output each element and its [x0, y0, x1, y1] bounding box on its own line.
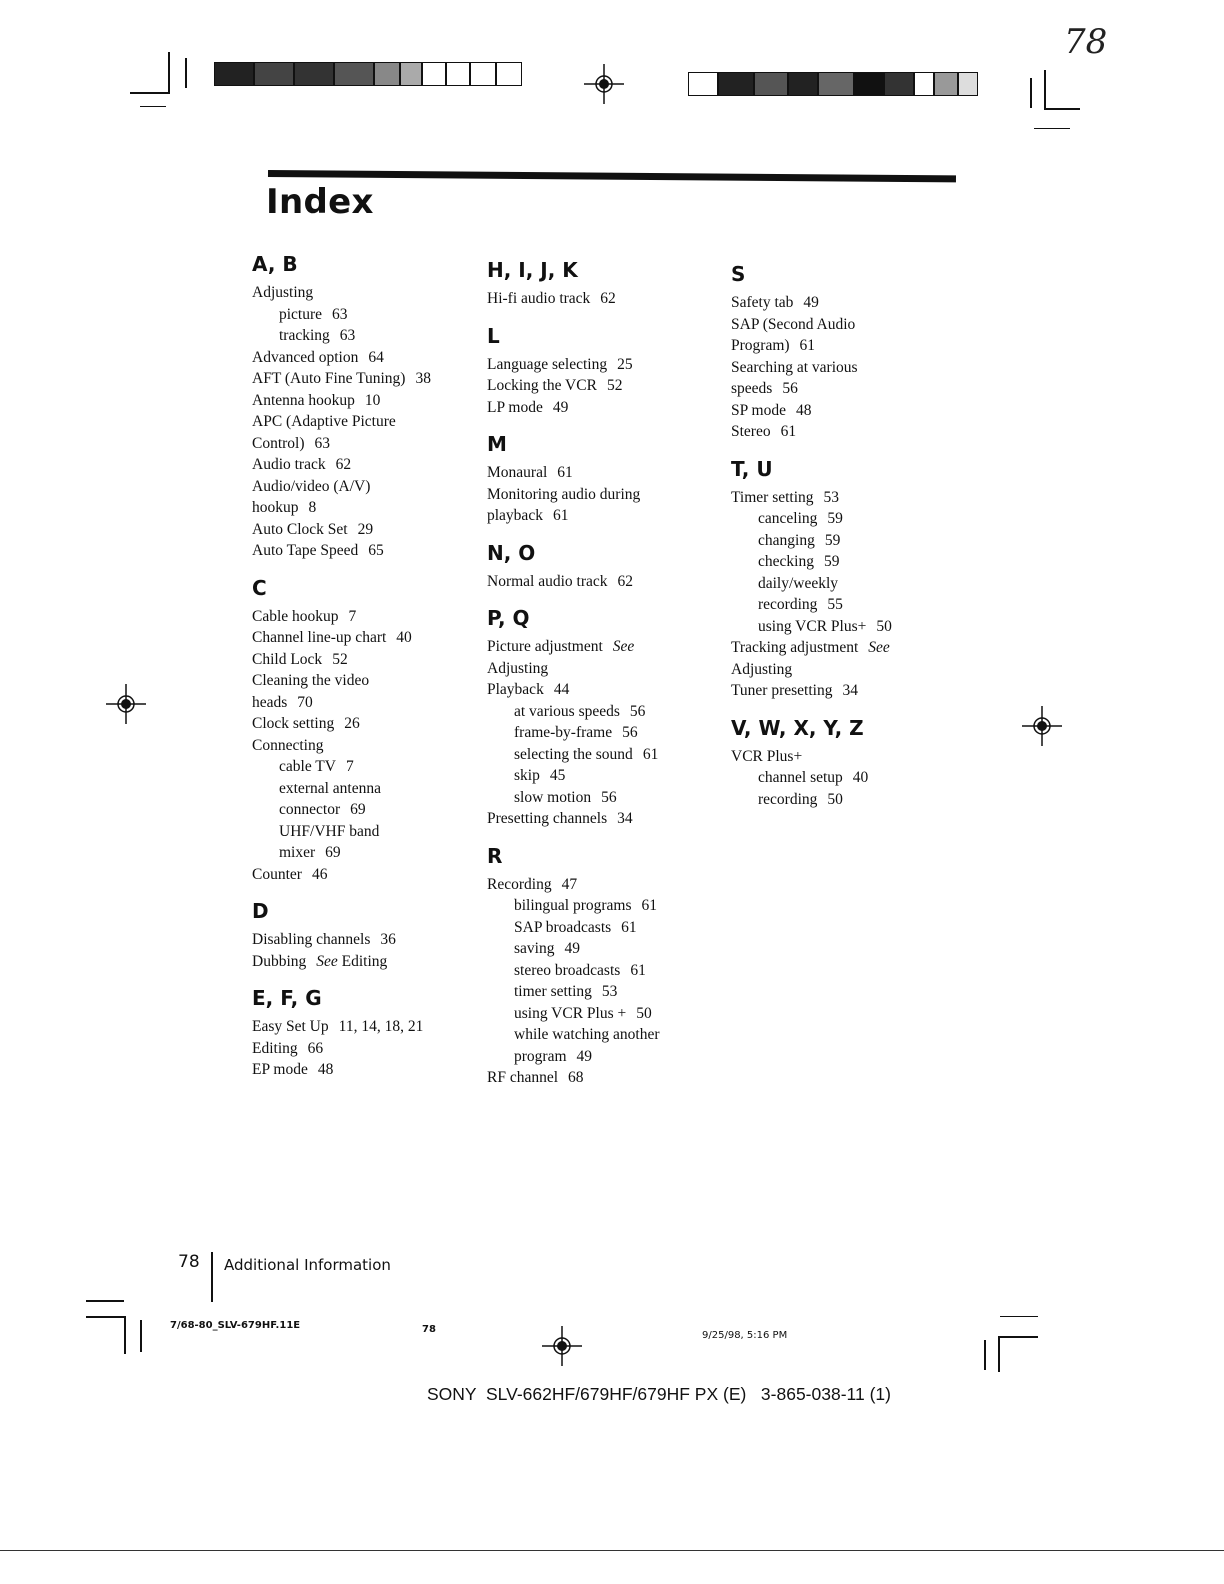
- index-entry-text: Timer setting: [731, 488, 814, 506]
- index-entry-text: LP mode: [487, 398, 543, 416]
- index-entry: [252, 929, 484, 951]
- index-entry-text: Recording: [487, 875, 552, 893]
- index-entry-page: 69: [350, 801, 366, 818]
- index-entry-text: channel setup: [758, 769, 843, 786]
- index-section-heading: H, I, J, K: [487, 258, 578, 282]
- index-section-heading: S: [731, 262, 746, 286]
- index-entry: [487, 397, 719, 419]
- index-entry: [252, 540, 484, 562]
- index-entry: [252, 368, 484, 390]
- index-entry-text: Audio track: [252, 456, 326, 473]
- index-entry-page: 29: [357, 520, 374, 538]
- index-entry: [487, 917, 719, 939]
- index-entry-text: while watching another program: [514, 1026, 660, 1065]
- index-section: [731, 262, 963, 443]
- index-entry: [487, 636, 719, 679]
- index-entry-text: Tracking adjustment: [731, 639, 859, 656]
- index-entry-text: bilingual programs: [514, 897, 632, 914]
- index-entry-page: 50: [827, 790, 843, 808]
- index-column-1: [252, 252, 484, 1095]
- index-entry: [252, 756, 484, 778]
- crop-mark-top-right-v2: [1044, 70, 1046, 110]
- index-entry-page: 53: [601, 983, 618, 1000]
- index-section: [252, 986, 484, 1081]
- index-entry-text: selecting the sound: [514, 745, 633, 763]
- index-entry-text: Counter: [252, 865, 302, 883]
- index-entry-text: Locking the VCR: [487, 377, 597, 394]
- index-entry-text: APC (Adaptive Picture Control): [252, 413, 396, 452]
- index-entry: [252, 951, 484, 973]
- index-entry: [731, 508, 963, 530]
- index-entry-page: 65: [368, 542, 384, 559]
- index-entry: [252, 325, 484, 347]
- index-entry: [487, 571, 719, 593]
- index-entry-text: recording: [758, 790, 818, 808]
- index-entry-page: 61: [557, 464, 573, 481]
- index-section-heading: M: [487, 432, 507, 456]
- index-entry-see: See: [868, 639, 890, 656]
- index-entry: [252, 649, 484, 671]
- index-section: [252, 899, 484, 972]
- index-entry: [487, 787, 719, 809]
- index-section-heading: P, Q: [487, 606, 530, 630]
- index-entry-page: 49: [803, 294, 819, 311]
- index-entry-page: 56: [601, 788, 617, 806]
- footer-section-title: Additional Information: [224, 1256, 391, 1274]
- index-entry-text: checking: [758, 553, 814, 570]
- index-entry-page: 64: [368, 348, 384, 366]
- crop-mark-top-left-h2: [140, 106, 166, 107]
- index-entry-text: Monaural: [487, 464, 548, 481]
- color-bar-left: [214, 62, 522, 86]
- slug-page: 78: [422, 1324, 436, 1335]
- index-section-heading: L: [487, 323, 500, 348]
- index-entry-text: stereo broadcasts: [514, 961, 621, 979]
- index-entry: [252, 713, 484, 735]
- index-entry-page: 63: [332, 305, 348, 323]
- index-entry-text: Monitoring audio during playback: [487, 485, 641, 524]
- index-entry-page: 56: [622, 724, 638, 741]
- index-entry-text: saving: [514, 940, 555, 957]
- index-entry-text: Tuner presetting: [731, 682, 833, 699]
- crop-mark-bottom-left-v: [124, 1316, 126, 1354]
- index-entry-page: 26: [344, 715, 360, 732]
- index-section-heading: C: [252, 575, 267, 600]
- crop-mark-top-right-v: [1030, 78, 1032, 108]
- index-section: [731, 716, 963, 811]
- crop-mark-top-right-h2: [1034, 128, 1070, 129]
- index-entry-page: 49: [576, 1047, 593, 1065]
- footer-page-number: 78: [178, 1252, 200, 1272]
- index-entry-page: 61: [630, 961, 646, 979]
- index-entry-text: Channel line-up chart: [252, 629, 387, 646]
- index-entry-page: 8: [308, 499, 317, 516]
- index-entry-text: frame-by-frame: [514, 724, 613, 741]
- crop-mark-bottom-left-h2: [86, 1316, 124, 1318]
- index-entry-text: tracking: [279, 327, 330, 344]
- index-entry-text: Hi-fi audio track: [487, 290, 591, 307]
- index-entry-page: 61: [641, 897, 658, 914]
- index-entry-see: See: [612, 638, 635, 655]
- index-entry-text: Disabling channels: [252, 931, 371, 948]
- index-entry: [731, 421, 963, 443]
- index-entry-page: 55: [827, 596, 843, 613]
- index-entry-text: Adjusting: [252, 284, 314, 301]
- index-entry-page: 7: [348, 607, 357, 625]
- index-entry: [487, 1067, 719, 1089]
- index-entry-page: 34: [617, 810, 633, 827]
- index-entry-text: SAP broadcasts: [514, 918, 612, 936]
- index-entry-text: Child Lock: [252, 650, 323, 668]
- index-entry-page: 38: [415, 370, 431, 387]
- index-entry-text: using VCR Plus+: [758, 617, 867, 635]
- index-entry-text: Normal audio track: [487, 572, 608, 590]
- index-entry: [252, 1038, 484, 1060]
- index-entry: [487, 484, 719, 527]
- index-entry-text: EP mode: [252, 1061, 308, 1078]
- index-entry: [252, 390, 484, 412]
- index-entry: [731, 314, 963, 357]
- index-entry: [487, 701, 719, 723]
- index-entry: [487, 981, 719, 1003]
- index-section-heading: D: [252, 899, 269, 923]
- registration-target-bottom-icon: [542, 1326, 582, 1366]
- index-entry-page: 62: [617, 572, 634, 590]
- index-section: [252, 576, 484, 886]
- index-entry: [252, 735, 484, 757]
- index-entry-text: Presetting channels: [487, 810, 608, 827]
- index-section: [487, 541, 719, 593]
- index-entry-text: Picture adjustment: [487, 638, 603, 655]
- index-entry: [252, 1059, 484, 1081]
- index-entry-text: daily/weekly recording: [758, 574, 839, 613]
- index-entry-page: 61: [642, 745, 659, 763]
- index-entry-text: canceling: [758, 510, 818, 527]
- index-entry-text: Clock setting: [252, 715, 335, 732]
- index-entry-page: 49: [564, 940, 580, 957]
- slug-file: 7/68-80_SLV-679HF.11E: [170, 1320, 301, 1331]
- index-entry-text: Safety tab: [731, 294, 794, 311]
- index-entry: [252, 1016, 484, 1038]
- index-entry: [731, 746, 963, 768]
- index-entry-text: Cable hookup: [252, 607, 339, 625]
- index-entry-text: VCR Plus+: [731, 747, 803, 765]
- index-entry-page: 50: [876, 617, 892, 635]
- crop-mark-bottom-left-v2: [140, 1320, 142, 1352]
- index-entry-page: 7: [345, 758, 354, 775]
- index-entry-text: Auto Clock Set: [252, 520, 348, 538]
- footer-divider: [211, 1252, 213, 1302]
- index-entry: [731, 292, 963, 314]
- index-entry: [487, 744, 719, 766]
- index-entry-page: 45: [549, 767, 566, 784]
- index-entry-page: 61: [552, 507, 569, 524]
- index-entry-page: 40: [852, 769, 869, 786]
- index-entry-text: picture: [279, 305, 323, 323]
- crop-mark-bottom-right-h: [998, 1336, 1038, 1338]
- index-entry-text: Playback: [487, 681, 544, 698]
- index-entry: [487, 874, 719, 896]
- index-entry-text: Antenna hookup: [252, 391, 355, 409]
- index-column-3: [731, 262, 963, 824]
- crop-mark-top-right-h: [1044, 108, 1080, 110]
- index-entry: [487, 375, 719, 397]
- index-entry: [252, 606, 484, 628]
- index-section-heading: T, U: [731, 456, 773, 481]
- registration-target-right-icon: [1022, 706, 1062, 746]
- index-entry: [731, 637, 963, 680]
- index-entry-page: 59: [827, 510, 843, 527]
- index-section: [487, 324, 719, 419]
- index-entry-page: 63: [314, 434, 331, 452]
- index-entry: [731, 487, 963, 509]
- index-entry: [487, 808, 719, 830]
- index-entry-text: timer setting: [514, 983, 592, 1000]
- index-entry-page: 62: [335, 456, 352, 473]
- index-entry-page: 61: [621, 918, 637, 936]
- index-entry: [487, 288, 719, 310]
- index-entry: [487, 960, 719, 982]
- index-entry-page: 68: [568, 1069, 584, 1086]
- index-entry: [252, 411, 484, 454]
- registration-target-left-icon: [106, 684, 146, 724]
- slug-datetime: 9/25/98, 5:16 PM: [702, 1330, 788, 1341]
- crop-mark-top-left-v: [168, 52, 170, 92]
- index-entry-text: at various speeds: [514, 702, 620, 720]
- index-section: [487, 258, 719, 310]
- index-entry-page: 66: [307, 1039, 324, 1057]
- index-entry-page: 59: [824, 531, 841, 549]
- index-entry: [252, 627, 484, 649]
- crop-mark-top-left-v2: [185, 58, 187, 88]
- index-entry-page: 70: [297, 693, 313, 711]
- crop-mark-bottom-right-h2: [1000, 1316, 1038, 1317]
- index-entry-page: 48: [795, 401, 812, 419]
- index-entry: [487, 938, 719, 960]
- index-entry-text: Stereo: [731, 423, 771, 440]
- index-entry-page: 61: [799, 337, 816, 354]
- index-entry: [487, 895, 719, 917]
- index-entry-text: skip: [514, 767, 540, 784]
- index-entry-page: 53: [823, 488, 840, 506]
- index-entry-page: 63: [339, 327, 356, 344]
- index-entry: [252, 519, 484, 541]
- index-entry-text: SP mode: [731, 401, 786, 419]
- index-section: [487, 844, 719, 1089]
- index-entry-page: 69: [325, 844, 341, 861]
- index-entry-page: 56: [629, 702, 646, 720]
- index-entry: [252, 454, 484, 476]
- index-entry-page: 36: [380, 931, 396, 948]
- index-entry: [487, 722, 719, 744]
- index-entry-text: Searching at various speeds: [731, 358, 858, 397]
- crop-mark-bottom-right-v2: [998, 1336, 1000, 1372]
- index-entry-text: cable TV: [279, 758, 336, 775]
- index-entry-text: changing: [758, 531, 815, 549]
- index-entry-page: 52: [606, 377, 623, 394]
- index-entry-text: Easy Set Up: [252, 1018, 329, 1035]
- index-entry: [731, 400, 963, 422]
- index-entry-page: 11, 14, 18, 21: [338, 1018, 424, 1035]
- index-section-heading: E, F, G: [252, 986, 322, 1010]
- index-section: [731, 457, 963, 702]
- index-entry: [487, 1024, 719, 1067]
- index-entry-see: See: [316, 952, 338, 970]
- index-entry-text: Editing: [252, 1039, 298, 1057]
- index-entry: [731, 789, 963, 811]
- index-entry-text: Audio/video (A/V) hookup: [252, 477, 371, 516]
- index-entry: [252, 670, 484, 713]
- index-entry-page: 49: [552, 398, 569, 416]
- index-entry: [252, 282, 484, 304]
- index-entry-text: Connecting: [252, 736, 324, 754]
- index-entry-page: 40: [396, 629, 412, 646]
- index-entry: [252, 476, 484, 519]
- index-entry-text: RF channel: [487, 1069, 559, 1086]
- index-entry: [731, 551, 963, 573]
- index-entry-page: 34: [842, 682, 858, 699]
- index-entry: [252, 347, 484, 369]
- index-entry-text: Auto Tape Speed: [252, 542, 359, 559]
- index-entry-page: 10: [364, 391, 381, 409]
- index-entry-text: Dubbing: [252, 952, 307, 970]
- index-entry-text: Advanced option: [252, 348, 359, 366]
- index-entry: [487, 462, 719, 484]
- bottom-rule: [0, 1550, 1224, 1551]
- index-entry-text: Language selecting: [487, 355, 608, 373]
- index-entry-text: AFT (Auto Fine Tuning): [252, 370, 406, 387]
- index-entry-text: UHF/VHF band mixer: [279, 822, 380, 861]
- index-section: [487, 606, 719, 830]
- crop-mark-bottom-left-h: [86, 1300, 124, 1302]
- index-section-heading: R: [487, 843, 503, 868]
- index-entry: [252, 778, 484, 821]
- index-entry-page: 48: [317, 1061, 334, 1078]
- index-entry-page: 52: [332, 650, 348, 668]
- index-entry-text: external antenna connector: [279, 779, 381, 818]
- registration-target-top-icon: [584, 64, 624, 104]
- model-line: SONY SLV-662HF/679HF/679HF PX (E) 3-865-038-11 (1): [427, 1384, 891, 1404]
- index-entry-text: using VCR Plus +: [514, 1004, 627, 1022]
- index-entry-page: 47: [561, 875, 578, 893]
- index-section-heading: V, W, X, Y, Z: [731, 715, 864, 740]
- crop-mark-bottom-right-v: [984, 1340, 986, 1370]
- index-entry-see-target: Editing: [337, 952, 388, 970]
- title-rule: [268, 170, 956, 182]
- index-entry-see-target: Adjusting: [487, 659, 549, 677]
- index-entry: [731, 357, 963, 400]
- index-section: [487, 432, 719, 527]
- index-entry: [731, 616, 963, 638]
- index-entry-page: 46: [311, 865, 328, 883]
- index-entry-see-target: Adjusting: [731, 660, 793, 678]
- index-entry: [252, 821, 484, 864]
- index-entry: [487, 765, 719, 787]
- index-entry: [487, 679, 719, 701]
- index-entry: [252, 864, 484, 886]
- index-section-heading: N, O: [487, 540, 536, 565]
- index-entry-text: Cleaning the video heads: [252, 672, 370, 711]
- index-entry: [487, 1003, 719, 1025]
- index-entry-page: 61: [780, 423, 797, 440]
- color-bar-right: [688, 72, 998, 96]
- index-entry-page: 44: [553, 681, 570, 698]
- index-column-2: [487, 258, 719, 1103]
- index-entry: [731, 573, 963, 616]
- index-entry: [252, 304, 484, 326]
- index-entry: [487, 354, 719, 376]
- page-title: Index: [266, 182, 374, 222]
- index-entry-page: 62: [600, 290, 616, 307]
- index-entry-text: slow motion: [514, 788, 592, 806]
- crop-mark-top-left-h: [130, 92, 170, 94]
- index-section: [252, 252, 484, 562]
- index-section-heading: A, B: [252, 252, 298, 276]
- index-entry-page: 50: [636, 1004, 652, 1022]
- index-entry-page: 25: [617, 355, 633, 373]
- index-entry-text: SAP (Second Audio Program): [731, 315, 856, 354]
- index-entry: [731, 767, 963, 789]
- index-entry-page: 59: [823, 553, 840, 570]
- index-entry: [731, 530, 963, 552]
- index-entry-page: 56: [782, 380, 798, 397]
- index-entry: [731, 680, 963, 702]
- handwritten-page-number: 78: [1064, 22, 1108, 62]
